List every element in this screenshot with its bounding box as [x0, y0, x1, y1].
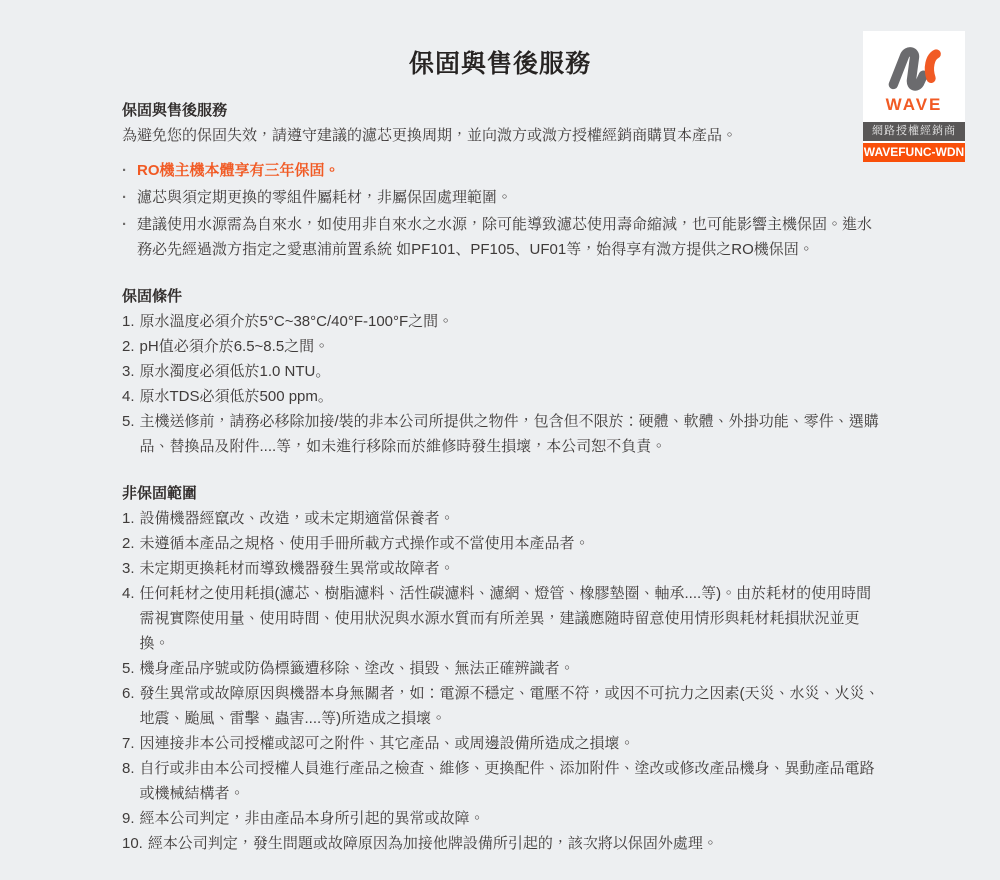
item-text: 未遵循本產品之規格、使用手冊所載方式操作或不當使用本產品者。	[139, 535, 590, 552]
intro-bullet-list	[122, 158, 880, 262]
wave-logo-icon	[883, 44, 945, 94]
bullet-item	[122, 212, 880, 262]
item-text: 原水溫度必須介於5°C~38°C/40°F-100°F之間。	[139, 313, 454, 330]
bullet-item	[122, 158, 880, 183]
bullet-text: RO機主機本體享有三年保固。	[137, 162, 340, 179]
item-number: 5.	[122, 660, 135, 677]
exclusions-section-heading: 非保固範圍	[122, 485, 198, 502]
exclusion-item	[122, 806, 880, 831]
intro-section-heading: 保固與售後服務	[122, 102, 228, 119]
item-number: 8.	[122, 760, 135, 777]
item-number: 3.	[122, 560, 135, 577]
item-text: 發生異常或故障原因與機器本身無關者，如：電源不穩定、電壓不符，或因不可抗力之因素(天災、水災、火災、地震、颱風、雷擊、蟲害....等)所造成之損壞。	[139, 685, 880, 727]
item-text: 機身產品序號或防偽標籤遭移除、塗改、損毀、無法正確辨識者。	[139, 660, 575, 677]
document-content	[122, 98, 880, 856]
dealer-label-bar: 網路授權經銷商	[863, 122, 965, 141]
item-text: 原水TDS必須低於500 ppm。	[139, 388, 333, 405]
condition-item	[122, 334, 880, 359]
exclusion-item	[122, 531, 880, 556]
item-text: 主機送修前，請務必移除加接/裝的非本公司所提供之物件，包含但不限於：硬體、軟體、外掛功能、零件、選購品、替換品及附件....等，如未進行移除而於維修時發生損壞，本公司恕不負責。	[139, 413, 879, 455]
condition-item	[122, 384, 880, 409]
bullet-dot-icon	[122, 185, 137, 210]
item-text: 因連接非本公司授權或認可之附件、其它產品、或周邊設備所造成之損壞。	[139, 735, 635, 752]
exclusion-item	[122, 681, 880, 731]
exclusion-item	[122, 831, 880, 856]
item-number: 9.	[122, 810, 135, 827]
item-number: 7.	[122, 735, 135, 752]
item-text: 經本公司判定，發生問題或故障原因為加接他牌設備所引起的，該次將以保固外處理。	[147, 835, 718, 852]
item-number: 10.	[122, 835, 143, 852]
exclusion-item	[122, 506, 880, 531]
bullet-item	[122, 185, 880, 210]
item-text: 任何耗材之使用耗損(濾芯、樹脂濾料、活性碳濾料、濾網、燈管、橡膠墊圈、軸承....等)。由於耗材的使用時間需視實際使用量、使用時間、使用狀況與水源水質而有所差異，建議應隨時留意使用情形與耗材耗損狀況並更換。	[139, 585, 872, 652]
exclusion-item	[122, 731, 880, 756]
intro-paragraph: 為避免您的保固失效，請遵守建議的濾芯更換周期，並向溦方或溦方授權經銷商購買本產品。	[122, 127, 738, 144]
wave-wordmark: WAVE	[885, 95, 943, 114]
item-text: 經本公司判定，非由產品本身所引起的異常或故障。	[139, 810, 485, 827]
brand-logo-box	[863, 31, 965, 162]
item-number: 5.	[122, 413, 135, 430]
item-text: pH值必須介於6.5~8.5之間。	[139, 338, 330, 355]
bullet-text: 建議使用水源需為自來水，如使用非自來水之水源，除可能導致濾芯使用壽命縮減，也可能影響主機保固。進水務必先經過溦方指定之愛惠浦前置系統 如PF101、PF105、UF01等，始得享有溦方提供之RO機保固。	[137, 216, 873, 258]
item-text: 原水濁度必須低於1.0 NTU。	[139, 363, 331, 380]
page-title: 保固與售後服務	[408, 50, 591, 78]
bullet-dot-icon	[122, 158, 137, 183]
condition-item	[122, 359, 880, 384]
condition-item	[122, 309, 880, 334]
item-number: 2.	[122, 338, 135, 355]
exclusion-item	[122, 756, 880, 806]
exclusion-item	[122, 581, 880, 656]
item-number: 1.	[122, 313, 135, 330]
condition-item	[122, 409, 880, 459]
conditions-list	[122, 309, 880, 459]
bullet-text: 濾芯與須定期更換的零組件屬耗材，非屬保固處理範圍。	[137, 189, 513, 206]
item-number: 4.	[122, 388, 135, 405]
item-text: 設備機器經竄改、改造，或未定期適當保養者。	[139, 510, 455, 527]
item-number: 4.	[122, 585, 135, 602]
item-number: 3.	[122, 363, 135, 380]
exclusion-item	[122, 556, 880, 581]
item-number: 6.	[122, 685, 135, 702]
item-text: 自行或非由本公司授權人員進行產品之檢查、維修、更換配件、添加附件、塗改或修改產品機身、異動產品電路或機械結構者。	[139, 760, 875, 802]
exclusions-list	[122, 506, 880, 856]
bullet-dot-icon	[122, 212, 137, 262]
dealer-code-bar: WAVEFUNC-WDN	[863, 143, 965, 162]
conditions-section-heading: 保固條件	[122, 288, 183, 305]
item-number: 1.	[122, 510, 135, 527]
item-number: 2.	[122, 535, 135, 552]
item-text: 未定期更換耗材而導致機器發生異常或故障者。	[139, 560, 455, 577]
exclusion-item	[122, 656, 880, 681]
